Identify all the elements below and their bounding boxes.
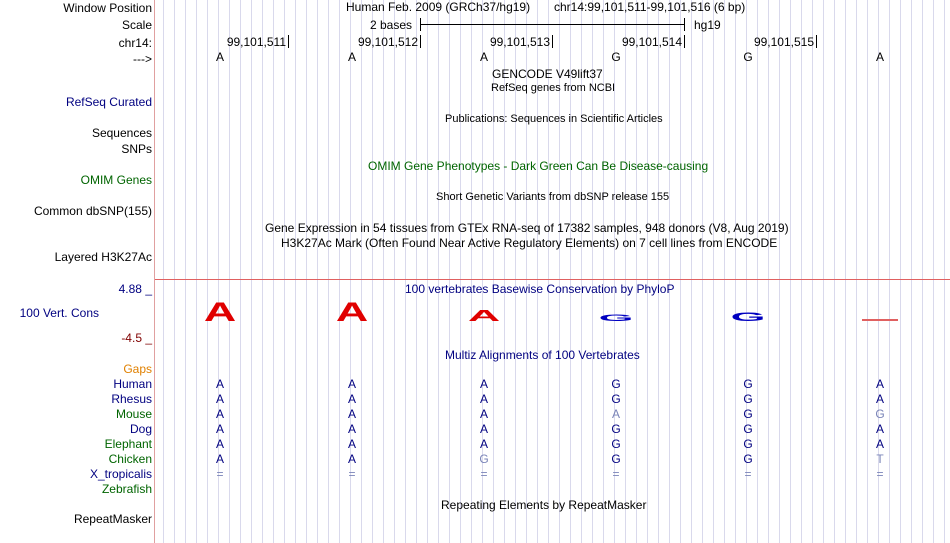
coord-label: 99,101,513 <box>489 35 550 49</box>
gridline <box>779 0 780 543</box>
gridline <box>163 0 164 543</box>
scale-db: hg19 <box>694 18 721 32</box>
species-label[interactable]: Mouse <box>115 407 152 421</box>
phylop-letter: A <box>203 297 237 325</box>
gridline <box>933 0 934 543</box>
short-variants-track-title: Short Genetic Variants from dbSNP release 155 <box>436 191 670 203</box>
gencode-track-title[interactable]: GENCODE V49lift37 <box>492 67 603 81</box>
gridline <box>273 0 274 543</box>
gridline <box>328 0 329 543</box>
alignment-base: = <box>480 467 488 481</box>
alignment-base: A <box>875 392 884 406</box>
alignment-base: G <box>743 377 753 391</box>
scale-bar-right-cap <box>684 18 685 31</box>
omim-label[interactable]: OMIM Genes <box>80 173 152 187</box>
alignment-base: A <box>479 392 488 406</box>
scale-label: Scale <box>121 18 152 32</box>
phylop-logo <box>155 295 950 325</box>
gridline <box>757 0 758 543</box>
alignment-base: A <box>215 452 224 466</box>
alignment-base: A <box>347 407 356 421</box>
repeatmasker-track-title: Repeating Elements by RepeatMasker <box>441 498 647 512</box>
gridline <box>196 0 197 543</box>
species-label[interactable]: Zebrafish <box>101 482 152 496</box>
refseq-track-subtitle: RefSeq genes from NCBI <box>491 82 616 94</box>
alignment-base: A <box>479 377 488 391</box>
gridline <box>636 0 637 543</box>
alignment-base: G <box>479 452 489 466</box>
gridline <box>702 0 703 543</box>
window-position-label: Window Position <box>63 1 152 15</box>
strand-label: ---> <box>133 52 152 66</box>
phylop-track-title: 100 vertebrates Basewise Conservation by PhyloP <box>405 282 675 296</box>
alignment-base: A <box>347 377 356 391</box>
alignment-base: A <box>611 407 620 421</box>
gridline <box>339 0 340 543</box>
gridline <box>251 0 252 543</box>
gridline <box>240 0 241 543</box>
snps-label[interactable]: SNPs <box>121 142 152 156</box>
phylop-letter: A <box>335 297 369 325</box>
species-label[interactable]: Human <box>113 377 152 391</box>
alignment-base: A <box>479 422 488 436</box>
reference-base: A <box>215 50 224 64</box>
chrom-label: chr14: <box>118 36 152 50</box>
assembly-title: Human Feb. 2009 (GRCh37/hg19) <box>346 0 531 14</box>
alignment-base: A <box>347 392 356 406</box>
alignment-base: A <box>479 437 488 451</box>
gridline <box>174 0 175 543</box>
alignment-base: A <box>215 422 224 436</box>
alignment-base: A <box>215 392 224 406</box>
common-dbsnp-label[interactable]: Common dbSNP(155) <box>33 204 152 218</box>
alignment-base: G <box>611 422 621 436</box>
omim-pheno-track-title: OMIM Gene Phenotypes - Dark Green Can Be Disease-causing <box>368 159 709 173</box>
alignment-base: A <box>347 437 356 451</box>
gridline <box>185 0 186 543</box>
h3k27ac-track-title: H3K27Ac Mark (Often Found Near Active Regulatory Elements) on 7 cell lines from ENCODE <box>281 236 778 250</box>
alignment-base: = <box>348 467 356 481</box>
repeatmasker-label[interactable]: RepeatMasker <box>73 512 152 526</box>
gridline <box>889 0 890 543</box>
alignment-base: G <box>743 437 753 451</box>
alignment-base: G <box>611 377 621 391</box>
coord-tick <box>684 35 685 48</box>
alignment-base: A <box>875 437 884 451</box>
position-title: chr14:99,101,511-99,101,516 (6 bp) <box>554 0 746 14</box>
gridline <box>790 0 791 543</box>
gridline <box>735 0 736 543</box>
reference-base: A <box>347 50 356 64</box>
species-label[interactable]: Chicken <box>108 452 152 466</box>
coord-label: 99,101,515 <box>753 35 814 49</box>
reference-base: A <box>875 50 884 64</box>
alignment-base: T <box>876 452 884 466</box>
refseq-label[interactable]: RefSeq Curated <box>65 95 152 109</box>
gridline <box>680 0 681 543</box>
gridline <box>394 0 395 543</box>
alignment-base: G <box>611 392 621 406</box>
alignment-base: A <box>875 422 884 436</box>
species-label[interactable]: Dog <box>129 422 152 436</box>
species-label[interactable]: Elephant <box>104 437 152 451</box>
alignment-base: = <box>612 467 620 481</box>
gridline <box>944 0 945 543</box>
gridline <box>405 0 406 543</box>
gridline <box>867 0 868 543</box>
gridline <box>284 0 285 543</box>
gridline <box>229 0 230 543</box>
coord-tick <box>816 35 817 48</box>
gridline <box>669 0 670 543</box>
alignment-base: A <box>347 422 356 436</box>
gridline <box>207 0 208 543</box>
reference-base: G <box>743 50 753 64</box>
alignment-base: G <box>611 452 621 466</box>
scale-text: 2 bases <box>370 18 413 32</box>
alignment-base: A <box>347 452 356 466</box>
publications-track-title: Publications: Sequences in Scientific Articles <box>445 113 663 125</box>
alignment-base: G <box>611 437 621 451</box>
gtex-track-title: Gene Expression in 54 tissues from GTEx RNA-seq of 17382 samples, 948 donors (V8, Aug 2019) <box>265 221 789 235</box>
gridline <box>713 0 714 543</box>
gridline <box>724 0 725 543</box>
alignment-base: A <box>479 407 488 421</box>
gridline <box>460 0 461 543</box>
gridline <box>812 0 813 543</box>
reference-base: A <box>479 50 488 64</box>
gridline <box>911 0 912 543</box>
coord-label: 99,101,512 <box>357 35 418 49</box>
gridline <box>383 0 384 543</box>
phylop-letter: G <box>730 310 766 324</box>
alignment-base: G <box>743 392 753 406</box>
alignment-base: = <box>744 467 752 481</box>
gridline <box>438 0 439 543</box>
gridline <box>647 0 648 543</box>
coord-tick <box>552 35 553 48</box>
gridline <box>471 0 472 543</box>
layered-h3k27ac-label[interactable]: Layered H3K27Ac <box>54 250 152 264</box>
cons-min-label: -4.5 _ <box>121 331 152 345</box>
track-labels <box>0 0 154 543</box>
coord-tick <box>288 35 289 48</box>
cons-max-label: 4.88 _ <box>118 282 152 296</box>
gridline <box>856 0 857 543</box>
scale-bar-left-cap <box>420 18 421 31</box>
cons-label[interactable]: 100 Vert. Cons <box>19 306 99 320</box>
gridline <box>691 0 692 543</box>
gridline <box>900 0 901 543</box>
sequences-label[interactable]: Sequences <box>91 126 152 140</box>
gridline <box>768 0 769 543</box>
label-separator <box>154 0 155 543</box>
gridline <box>834 0 835 543</box>
alignment-base: A <box>875 377 884 391</box>
gridline <box>372 0 373 543</box>
gridline <box>306 0 307 543</box>
alignment-base: A <box>215 407 224 421</box>
alignment-base: A <box>215 377 224 391</box>
species-label[interactable]: X_tropicalis <box>89 467 152 481</box>
scale-bar <box>420 24 685 25</box>
phylop-letter: G <box>598 312 634 324</box>
gridline <box>416 0 417 543</box>
phylop-letter: A <box>467 307 501 325</box>
coord-label: 99,101,514 <box>621 35 682 49</box>
conservation-divider <box>155 279 950 280</box>
alignment-base: A <box>215 437 224 451</box>
gridline <box>295 0 296 543</box>
alignment-base: G <box>743 452 753 466</box>
gridline <box>801 0 802 543</box>
gridline <box>658 0 659 543</box>
gridline <box>262 0 263 543</box>
gridline <box>361 0 362 543</box>
gridline <box>845 0 846 543</box>
gridline <box>823 0 824 543</box>
alignment-base: G <box>743 422 753 436</box>
gridline <box>449 0 450 543</box>
multiz-track-title: Multiz Alignments of 100 Vertebrates <box>445 348 640 362</box>
species-label[interactable]: Rhesus <box>111 392 152 406</box>
gaps-label[interactable]: Gaps <box>123 362 152 376</box>
gridline <box>625 0 626 543</box>
phylop-bar <box>862 319 898 321</box>
reference-base: G <box>611 50 621 64</box>
alignment-base: G <box>875 407 885 421</box>
coord-label: 99,101,511 <box>226 35 286 49</box>
gridline <box>317 0 318 543</box>
alignment-base: = <box>216 467 224 481</box>
alignment-base: G <box>743 407 753 421</box>
coord-tick <box>420 35 421 48</box>
gridline <box>427 0 428 543</box>
gridline <box>922 0 923 543</box>
alignment-base: = <box>876 467 884 481</box>
